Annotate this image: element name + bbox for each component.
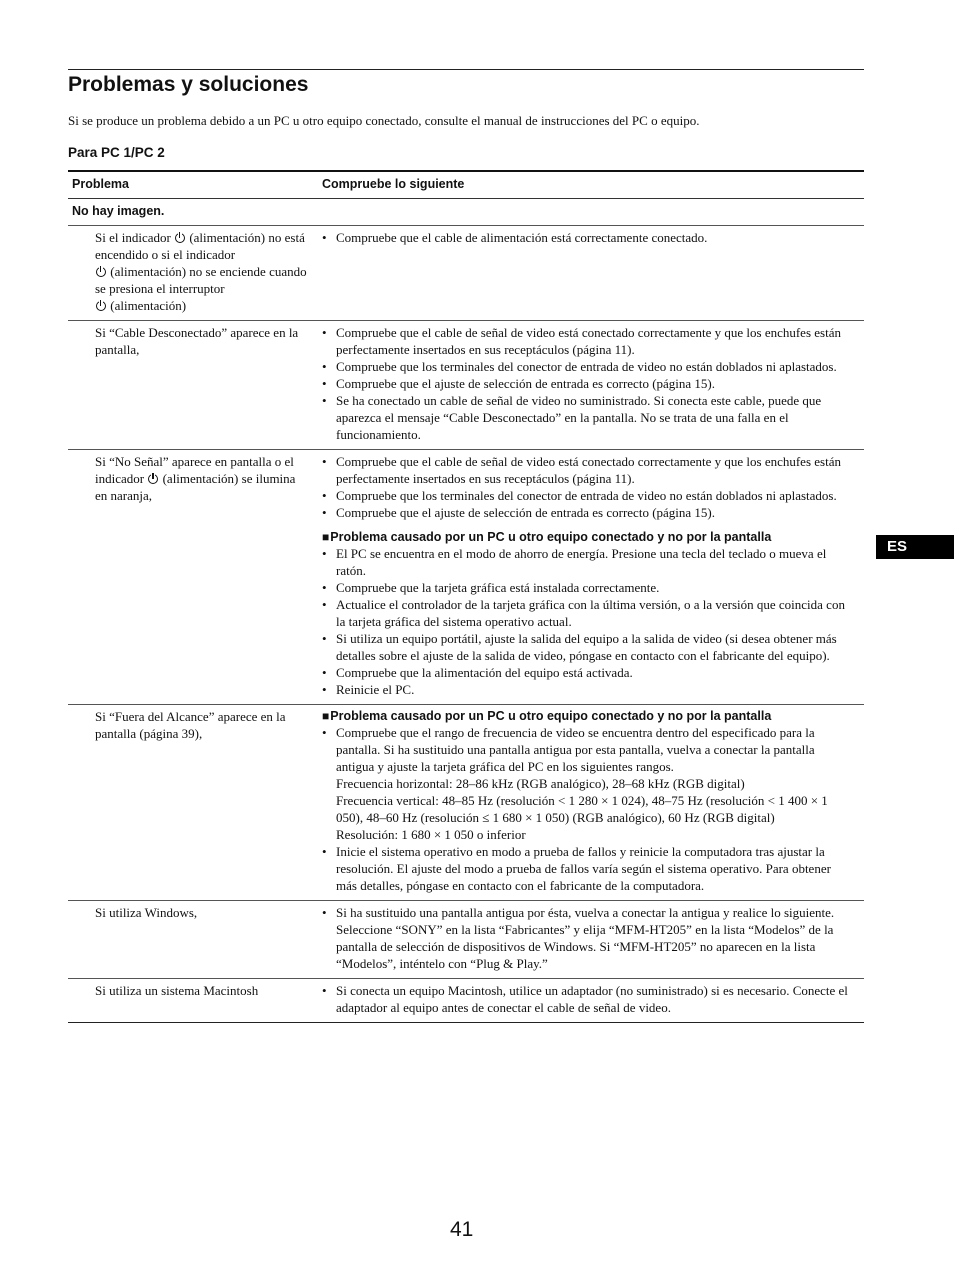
intro-text: Si se produce un problema debido a un PC u otro equipo conectado, consulte el manual de instrucciones del PC o equipo.	[68, 113, 700, 128]
problem-cell	[68, 450, 316, 705]
check-item: • Compruebe que el cable de señal de video está conectado correctamente y que los enchufes están perfectamente insertados en sus receptáculos (página 11).	[322, 324, 848, 358]
problem-text-part: (alimentación)	[110, 298, 187, 313]
check-cell	[316, 979, 864, 1023]
table-row	[68, 901, 864, 979]
power-icon	[96, 301, 106, 311]
check-item: • El PC se encuentra en el modo de ahorro de energía. Presione una tecla del teclado o mueva el ratón.	[322, 545, 848, 579]
resolution: Resolución: 1 680 × 1 050 o inferior	[336, 827, 526, 842]
table-row	[68, 226, 864, 321]
check-item: • Compruebe que el ajuste de selección de entrada es correcto (página 15).	[322, 375, 848, 392]
problem-cell: Si “Cable Desconectado” aparece en la pantalla,	[68, 321, 316, 450]
problem-cell: Si “Fuera del Alcance” aparece en la pantalla (página 39),	[68, 705, 316, 901]
freq-horizontal: Frecuencia horizontal: 28–86 kHz (RGB analógico), 28–68 kHz (RGB digital)	[336, 776, 745, 791]
problem-cell	[68, 226, 316, 321]
square-bullet-icon: ■	[322, 530, 330, 544]
check-item: • Actualice el controlador de la tarjeta gráfica con la última versión, o a la versión que coincida con la tarjeta gráfica del sistema operativo actual.	[322, 596, 848, 630]
table-row	[68, 979, 864, 1023]
square-bullet-icon: ■	[322, 709, 330, 723]
power-icon	[148, 474, 158, 484]
check-list	[322, 229, 848, 246]
problem-cell: Si utiliza Windows,	[68, 901, 316, 979]
table-row	[68, 321, 864, 450]
check-cell	[316, 705, 864, 901]
language-tab: ES	[876, 535, 954, 559]
problem-text-part: Si el indicador	[95, 230, 171, 245]
check-item: • Si conecta un equipo Macintosh, utilice un adaptador (no suministrado) si es necesario. Conecte el adaptador al equipo antes de conectar el cable de señal de video.	[322, 982, 848, 1016]
check-cell	[316, 901, 864, 979]
group-row	[68, 199, 864, 226]
check-list	[322, 545, 848, 698]
check-list	[322, 724, 848, 894]
freq-vertical: Frecuencia vertical: 48–85 Hz (resolución < 1 280 × 1 024), 48–75 Hz (resolución < 1 400 × 1 050), 48–60 Hz (resolución ≤ 1 680 × 1 050) (RGB analógico), 60 Hz (RGB digital)	[336, 793, 828, 825]
section-heading-text: Problema causado por un PC u otro equipo conectado y no por la pantalla	[330, 709, 772, 723]
power-icon	[96, 267, 106, 277]
problem-text-part: (alimentación) no está encendido o si el indicador	[95, 230, 305, 262]
section-heading	[322, 708, 848, 724]
check-list	[322, 982, 848, 1016]
table-header-row	[68, 171, 864, 199]
check-list	[322, 324, 848, 443]
check-item: • Compruebe que los terminales del conector de entrada de video no están doblados ni aplastados.	[322, 358, 848, 375]
check-item: • Reinicie el PC.	[322, 681, 848, 698]
top-rule	[68, 69, 864, 70]
check-item: • Compruebe que la tarjeta gráfica está instalada correctamente.	[322, 579, 848, 596]
problem-text-part: Si “No Señal” aparece en pantalla o el indicador	[95, 454, 294, 486]
check-item: • Compruebe que los terminales del conector de entrada de video no están doblados ni aplastados.	[322, 487, 848, 504]
problem-text-part: (alimentación) se ilumina en naranja,	[95, 471, 296, 503]
section-subtitle: Para PC 1/PC 2	[68, 145, 165, 160]
check-list	[322, 453, 848, 521]
table-row	[68, 450, 864, 705]
check-item: • Inicie el sistema operativo en modo a prueba de fallos y reinicie la computadora tras ajustar la resolución. El ajuste del modo a prueba de fallos varía según el sistema operativo. Para obtener más detalles, póngase en contacto con el fabricante de la computadora.	[322, 843, 848, 894]
check-cell	[316, 226, 864, 321]
check-item: • Si ha sustituido una pantalla antigua por ésta, vuelva a conectar la antigua y realice lo siguiente. Seleccione “SONY” en la lista “Fabricantes” y elija “MFM-HT205” en la lista “Modelos” de la pantalla de selección de dispositivos de Windows. Si “MFM-HT205” no aparecen en la lista “Modelos”, inténtelo con “Plug & Play.”	[322, 904, 848, 972]
problem-cell: Si utiliza un sistema Macintosh	[68, 979, 316, 1023]
check-item: • Compruebe que la alimentación del equipo está activada.	[322, 664, 848, 681]
check-cell	[316, 450, 864, 705]
check-item: • Si utiliza un equipo portátil, ajuste la salida del equipo a la salida de video (si desea obtener más detalles sobre el ajuste de la salida de video, póngase en contacto con el fabricante del equipo).	[322, 630, 848, 664]
check-cell	[316, 321, 864, 450]
page-number: 41	[450, 1218, 474, 1241]
section-heading-text: Problema causado por un PC u otro equipo conectado y no por la pantalla	[330, 530, 772, 544]
check-item	[322, 724, 848, 843]
check-item: • Compruebe que el ajuste de selección de entrada es correcto (página 15).	[322, 504, 848, 521]
check-list	[322, 904, 848, 972]
section-heading	[322, 529, 848, 545]
header-problem: Problema	[68, 171, 316, 199]
troubleshooting-table	[68, 170, 864, 1023]
group-label: No hay imagen.	[68, 199, 864, 226]
problem-text-part: (alimentación) no se enciende cuando se presiona el interruptor	[95, 264, 307, 296]
page-title: Problemas y soluciones	[68, 73, 309, 96]
check-item: • Se ha conectado un cable de señal de video no suministrado. Si conecta este cable, puede que aparezca el mensaje “Cable Desconectado” en la pantalla. No se trata de una falla en el funcionamiento.	[322, 392, 848, 443]
header-check: Compruebe lo siguiente	[316, 171, 864, 199]
power-icon	[175, 233, 185, 243]
check-item-text: Compruebe que el rango de frecuencia de video se encuentra dentro del especificado para la pantalla. Si ha sustituido una pantalla antigua por esta pantalla, vuelva a conectar la pantalla antigua y ajuste la tarjeta gráfica del PC en los siguientes rangos.	[336, 725, 815, 774]
check-item: • Compruebe que el cable de alimentación está correctamente conectado.	[322, 229, 848, 246]
table-row	[68, 705, 864, 901]
check-item: • Compruebe que el cable de señal de video está conectado correctamente y que los enchufes están perfectamente insertados en sus receptáculos (página 11).	[322, 453, 848, 487]
